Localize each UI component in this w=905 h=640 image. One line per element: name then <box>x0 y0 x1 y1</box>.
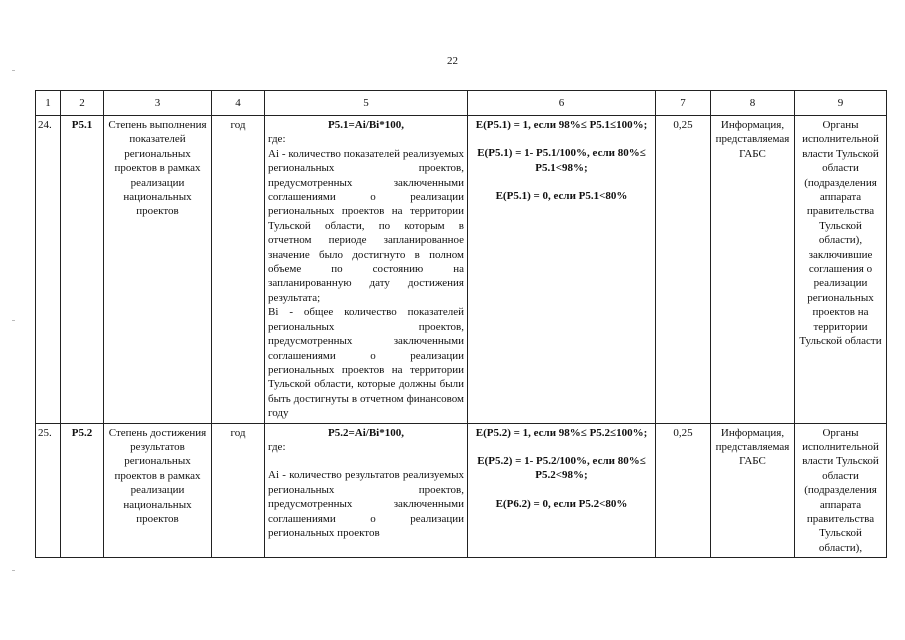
row-number: 24. <box>36 116 61 424</box>
evaluation-rule: E(P5.1) = 1- P5.1/100%, если 80%≤ P5.1<98%; <box>477 147 646 174</box>
formula-where: где: <box>268 440 286 453</box>
evaluation-cell <box>468 116 656 424</box>
header-cell: 2 <box>61 91 104 116</box>
header-cell: 7 <box>656 91 711 116</box>
formula-a-definition: Ai - количество показателей реализуемых региональных проектов, предусмотренных заключенными соглашениями о реализации региональных проектов на территории Тульской области, по которым в отчетном периоде запланированное значение было достигнуто в полном объеме по состоянию на запланированную дату достижения результата; <box>268 147 464 304</box>
margin-mark <box>12 70 15 71</box>
formula-cell <box>265 423 468 558</box>
formula-b-definition: Bi - общее количество показателей региональных проектов, предусмотренных заключенными соглашениями о реализации региональных проектов на территории Тульской области, которые должны были быть достигнуты в отчетном финансовом году <box>268 306 464 420</box>
row-number: 25. <box>36 423 61 558</box>
header-cell: 9 <box>795 91 887 116</box>
indicator-period: год <box>212 116 265 424</box>
header-cell: 4 <box>212 91 265 116</box>
margin-mark <box>12 570 15 571</box>
weight-value: 0,25 <box>656 423 711 558</box>
responsible-bodies: Органы исполнительной власти Тульской области (подразделения аппарата правительства Тульской области), заключившие соглашения о реализации региональных проектов на территории Тульской области <box>795 116 887 424</box>
header-cell: 6 <box>468 91 656 116</box>
indicator-code: P5.2 <box>61 423 104 558</box>
page-number: 22 <box>447 55 458 67</box>
data-source: Информация, представляемая ГАБС <box>711 423 795 558</box>
margin-mark <box>12 320 15 321</box>
evaluation-rule: E(P6.2) = 0, если P5.2<80% <box>495 497 628 510</box>
indicator-name: Степень достижения результатов региональных проектов в рамках реализации национальных проектов <box>104 423 212 558</box>
indicator-code: P5.1 <box>61 116 104 424</box>
indicator-period: год <box>212 423 265 558</box>
table-row <box>36 116 887 424</box>
formula-cell <box>265 116 468 424</box>
evaluation-cell <box>468 423 656 558</box>
table-row <box>36 423 887 558</box>
formula-title: P5.2=Ai/Bi*100, <box>328 426 404 439</box>
header-cell: 8 <box>711 91 795 116</box>
header-cell: 5 <box>265 91 468 116</box>
formula-where: где: <box>268 133 286 146</box>
header-row <box>36 91 887 116</box>
header-cell: 3 <box>104 91 212 116</box>
evaluation-rule: E(P5.2) = 1, если 98%≤ P5.2≤100%; <box>475 426 648 439</box>
evaluation-rule: E(P5.1) = 1, если 98%≤ P5.1≤100%; <box>475 119 648 131</box>
responsible-bodies: Органы исполнительной власти Тульской области (подразделения аппарата правительства Тульской области), <box>795 423 887 558</box>
data-source: Информация, представляемая ГАБС <box>711 116 795 424</box>
header-cell: 1 <box>36 91 61 116</box>
evaluation-rule: E(P5.2) = 1- P5.2/100%, если 80%≤ P5.2<98%; <box>477 454 646 482</box>
evaluation-rule: E(P5.1) = 0, если P5.1<80% <box>495 190 628 203</box>
formula-title: P5.1=Ai/Bi*100, <box>328 119 404 131</box>
indicators-table <box>35 90 887 558</box>
indicator-name: Степень выполнения показателей региональных проектов в рамках реализации национальных проектов <box>104 116 212 424</box>
formula-a-definition: Ai - количество результатов реализуемых региональных проектов, предусмотренных заключенными соглашениями о реализации региональных проектов <box>268 469 464 539</box>
weight-value: 0,25 <box>656 116 711 424</box>
